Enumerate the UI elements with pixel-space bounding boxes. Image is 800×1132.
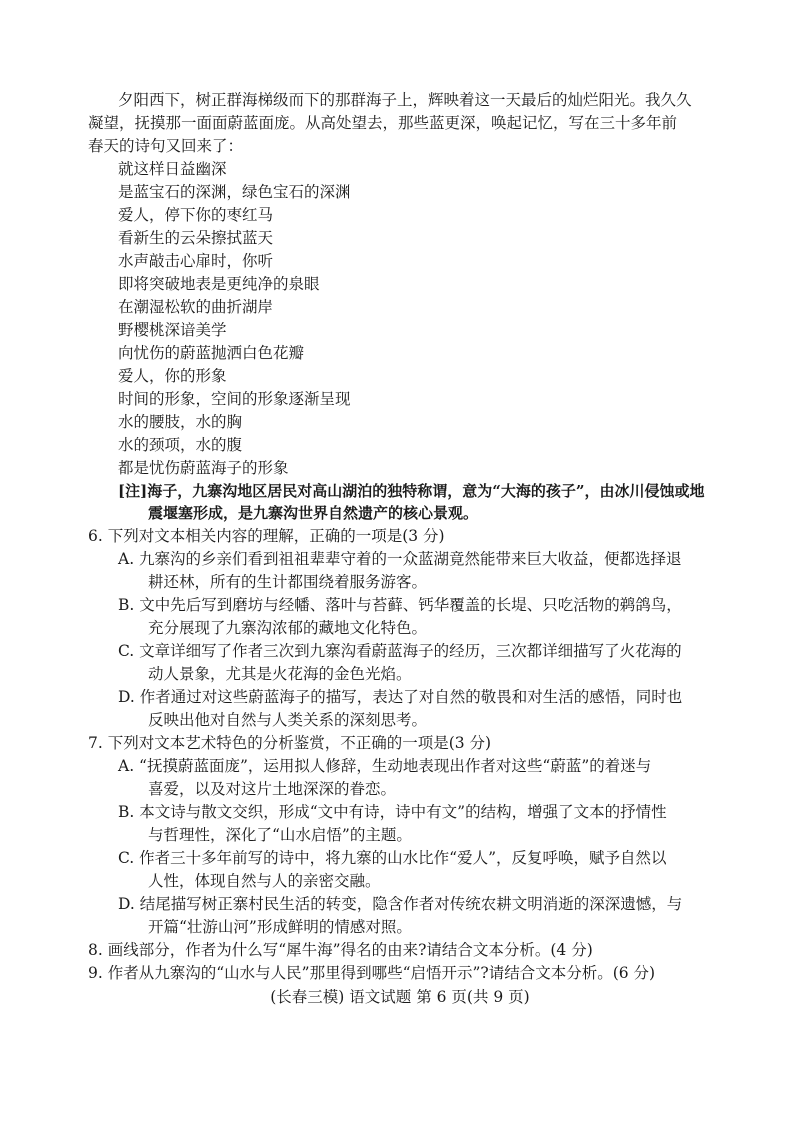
note-line-2: 震堰塞形成，是九寨沟世界自然遗产的核心景观。 xyxy=(148,504,479,522)
poem-line: 水的颈项，水的腹 xyxy=(118,436,243,454)
q7-option-c-cont: 人性，体现自然与人的亲密交融。 xyxy=(148,872,381,890)
poem-line: 水的腰肢，水的胸 xyxy=(118,413,243,431)
poem-line: 向忧伤的蔚蓝抛洒白色花瓣 xyxy=(118,344,305,362)
q7-option-a: A. “抚摸蔚蓝面庞”，运用拟人修辞，生动地表现出作者对这些“蔚蓝”的着迷与 xyxy=(118,757,652,775)
q8-stem: 8. 画线部分，作者为什么写“犀牛海”得名的由来?请结合文本分析。(4 分) xyxy=(88,941,593,959)
q6-option-c: C. 文章详细写了作者三次到九寨沟看蔚蓝海子的经历，三次都详细描写了火花海的 xyxy=(118,642,682,660)
poem-line: 爱人，停下你的枣红马 xyxy=(118,206,274,224)
poem-line: 即将突破地表是更纯净的泉眼 xyxy=(118,275,320,293)
q9-stem: 9. 作者从九寨沟的“山水与人民”那里得到哪些“启悟开示”?请结合文本分析。(6 分) xyxy=(88,964,656,982)
q7-option-d: D. 结尾描写树正寨村民生活的转变，隐含作者对传统农耕文明消逝的深深遗憾，与 xyxy=(118,895,683,913)
q6-option-c-cont: 动人景象，尤其是火花海的金色光焰。 xyxy=(148,665,412,683)
poem-line: 野樱桃深谙美学 xyxy=(118,321,227,339)
q7-option-c: C. 作者三十多年前写的诗中，将九寨的山水比作“爱人”，反复呼唤，赋予自然以 xyxy=(118,849,667,867)
q6-option-a-cont: 耕还林，所有的生计都围绕着服务游客。 xyxy=(148,573,428,591)
intro-line-1: 夕阳西下，树正群海梯级而下的那群海子上，辉映着这一天最后的灿烂阳光。我久久 xyxy=(118,91,692,109)
poem-line: 爱人，你的形象 xyxy=(118,367,227,385)
q6-option-d-cont: 反映出他对自然与人类关系的深刻思考。 xyxy=(148,711,428,729)
intro-line-3: 春天的诗句又回来了： xyxy=(88,137,244,155)
poem-line: 看新生的云朵擦拭蓝天 xyxy=(118,229,274,247)
poem-line: 都是忧伤蔚蓝海子的形象 xyxy=(118,459,289,477)
note-line-1: [注]海子，九寨沟地区居民对高山湖泊的独特称谓，意为“大海的孩子”，由冰川侵蚀或地 xyxy=(118,482,705,500)
intro-line-2: 凝望，抚摸那一面面蔚蓝面庞。从高处望去，那些蓝更深，唤起记忆，写在三十多年前 xyxy=(88,114,678,132)
q6-option-b-cont: 充分展现了九寨沟浓郁的藏地文化特色。 xyxy=(148,619,428,637)
q6-option-b: B. 文中先后写到磨坊与经幡、落叶与苔藓、钙华覆盖的长堤、只吃活物的鹈鸽鸟， xyxy=(118,596,682,614)
q7-option-a-cont: 喜爱，以及对这片土地深深的眷恋。 xyxy=(148,780,397,798)
q6-option-d: D. 作者通过对这些蔚蓝海子的描写，表达了对自然的敬畏和对生活的感悟，同时也 xyxy=(118,688,683,706)
q7-option-d-cont: 开篇“壮游山河”形成鲜明的情感对照。 xyxy=(148,918,412,936)
poem-line: 时间的形象，空间的形象逐渐呈现 xyxy=(118,390,351,408)
page-footer: (长春三模) 语文试题 第 6 页(共 9 页) xyxy=(270,988,530,1006)
q7-option-b: B. 本文诗与散文交织，形成“文中有诗，诗中有文”的结构，增强了文本的抒情性 xyxy=(118,803,667,821)
q7-stem: 7. 下列对文本艺术特色的分析鉴赏，不正确的一项是(3 分) xyxy=(88,734,492,752)
poem-line: 是蓝宝石的深渊，绿色宝石的深渊 xyxy=(118,183,351,201)
poem-line: 在潮湿松软的曲折湖岸 xyxy=(118,298,274,316)
q6-option-a: A. 九寨沟的乡亲们看到祖祖辈辈守着的一众蓝湖竟然能带来巨大收益，便都选择退 xyxy=(118,550,682,568)
q6-stem: 6. 下列对文本相关内容的理解，正确的一项是(3 分) xyxy=(88,527,445,545)
poem-line: 就这样日益幽深 xyxy=(118,160,227,178)
q7-option-b-cont: 与哲理性，深化了“山水启悟”的主题。 xyxy=(148,826,412,844)
poem-line: 水声敲击心扉时，你听 xyxy=(118,252,274,270)
